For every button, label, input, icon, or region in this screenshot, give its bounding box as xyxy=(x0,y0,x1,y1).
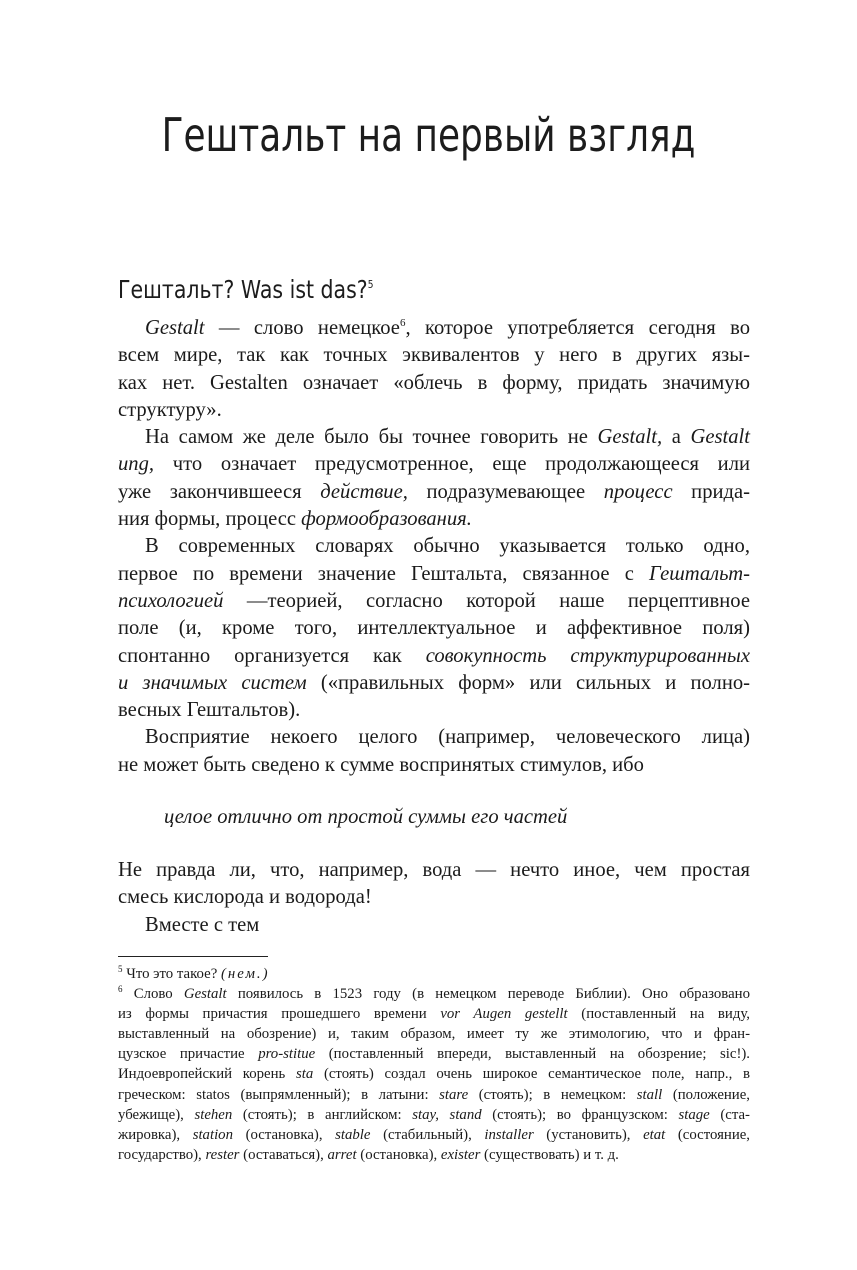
text-run: государство), xyxy=(118,1146,206,1163)
footnote-ref: 5 xyxy=(118,964,123,974)
text-run: уже закончившееся xyxy=(118,480,321,503)
text-run: (стоять); в английском: xyxy=(232,1106,413,1123)
paragraph-first-line xyxy=(118,533,750,560)
paragraph-first-line xyxy=(118,724,750,751)
text-run: греческом: statos (выпрямленный); в латыни: xyxy=(118,1086,440,1103)
italic-run: stehen xyxy=(194,1106,233,1123)
paragraph-line xyxy=(118,670,750,697)
text-run: На самом же деле было бы точнее говорить не xyxy=(145,426,598,449)
paragraph-line xyxy=(118,561,750,588)
paragraph-line xyxy=(118,479,750,506)
text-run: , которое употребляется сегодня во xyxy=(405,317,750,339)
text-run: Не правда ли, что, например, вода — нечто иное, чем простая xyxy=(118,859,750,881)
text-run: поле (и, кроме того, интеллектуальное и аффективное поля) xyxy=(118,617,750,640)
italic-run: stable xyxy=(335,1126,371,1143)
italic-run: и значимых систем xyxy=(118,671,307,694)
text-run: (стоять); в немецком: xyxy=(468,1086,637,1103)
text-run: Индоевропейский корень xyxy=(118,1066,296,1083)
paragraph-first-line xyxy=(118,424,750,451)
text-run: (поставленный впереди, выставленный на обозрение; sic!). xyxy=(315,1046,750,1063)
paragraph-first-line xyxy=(118,984,750,1004)
paragraph-line xyxy=(118,506,750,533)
italic-run: (нем.) xyxy=(220,966,270,982)
text-run: ния формы, процесс xyxy=(118,508,302,531)
text-run: (положение, xyxy=(662,1086,750,1103)
text-run: структуру». xyxy=(118,398,222,421)
text-run: (остановка), xyxy=(232,1126,336,1143)
italic-run: формообразования. xyxy=(301,508,472,531)
italic-run: stall xyxy=(636,1086,663,1103)
text-run: Слово xyxy=(122,986,184,1003)
footnotes xyxy=(118,964,750,1165)
text-run: (стоять); во французском: xyxy=(481,1106,679,1123)
italic-run: sta xyxy=(295,1066,314,1083)
text-run: (поставленный на виду, xyxy=(567,1006,750,1023)
section-heading-text: Гештальт? Was ist das? xyxy=(118,275,368,304)
text-run: («правильных форм» или сильных и полно- xyxy=(306,671,750,694)
text-run: из формы причастия прошедшего времени xyxy=(118,1006,441,1023)
text-run: цузское причастие xyxy=(118,1046,259,1063)
text-run: Восприятие некоего целого (например, человеческого лица) xyxy=(145,726,750,749)
paragraph-line xyxy=(118,397,750,424)
text-run: Что это такое? xyxy=(122,966,221,982)
italic-run: stare xyxy=(439,1086,469,1103)
body-text xyxy=(118,315,750,779)
text-run: жировка), xyxy=(118,1126,193,1143)
text-run: Вместе с тем xyxy=(145,913,260,936)
footnote-ref-5: 5 xyxy=(367,278,374,291)
body-text-continued xyxy=(118,857,750,939)
text-run: подразумевающее xyxy=(407,480,604,503)
italic-run: действие, xyxy=(320,480,408,503)
text-run: (ста- xyxy=(709,1106,750,1123)
italic-run: arret xyxy=(327,1146,357,1163)
paragraph-line xyxy=(118,1064,750,1084)
paragraph-line xyxy=(118,752,750,779)
italic-run: etat xyxy=(643,1126,666,1143)
paragraph-line xyxy=(118,884,750,911)
footnote-divider xyxy=(118,956,268,957)
italic-run: pro-stitue xyxy=(258,1046,316,1063)
text-run: (стабильный), xyxy=(370,1126,485,1143)
text-run: — слово немецкое xyxy=(204,317,400,339)
text-run: появилось в 1523 году (в немецком переводе Библии). Оно образовано xyxy=(226,986,750,1003)
paragraph-line xyxy=(118,1024,750,1044)
italic-run: процесс xyxy=(603,480,673,503)
section-heading xyxy=(118,275,373,304)
paragraph-line xyxy=(118,1105,750,1125)
paragraph-line xyxy=(118,1044,750,1064)
paragraph-line xyxy=(118,451,750,478)
italic-run: Gestalt xyxy=(690,426,751,449)
text-run: (существовать) и т. д. xyxy=(480,1146,619,1163)
paragraph-line xyxy=(118,1145,750,1165)
text-run: (состояние, xyxy=(665,1126,751,1143)
paragraph-first-line xyxy=(118,857,750,884)
text-run: весных Гештальтов). xyxy=(118,699,301,722)
italic-run: Gestalt, xyxy=(597,426,663,449)
text-run: (остановка), xyxy=(356,1146,441,1163)
footnote-ref: 6 xyxy=(399,317,406,329)
paragraph-first-line xyxy=(118,315,750,342)
paragraph-line xyxy=(118,643,750,670)
text-run: прида- xyxy=(672,480,751,503)
chapter-title: Гештальт на первый взгляд xyxy=(161,108,696,162)
italic-run: Гештальт- xyxy=(648,562,750,585)
paragraph-line xyxy=(118,1125,750,1145)
text-run: не может быть сведено к сумме воспринятых стимулов, ибо xyxy=(118,753,644,776)
text-run: а xyxy=(662,426,691,449)
paragraph-line xyxy=(118,588,750,615)
text-run: спонтанно организуется как xyxy=(118,644,426,667)
italic-run: rester xyxy=(205,1146,240,1163)
italic-run: stay, stand xyxy=(412,1106,482,1123)
text-run: (установить), xyxy=(533,1126,644,1143)
italic-run: Gestalt xyxy=(145,317,205,339)
paragraph-line xyxy=(118,1085,750,1105)
text-run: что означает предусмотренное, еще продолжающееся или xyxy=(154,453,750,476)
text-run: первое по времени значение Гештальта, связанное с xyxy=(118,562,649,585)
italic-run: Gestalt xyxy=(183,986,227,1003)
text-run: —теорией, согласно которой наше перцептивное xyxy=(223,589,750,612)
text-run: В современных словарях обычно указывается только одно, xyxy=(145,535,750,558)
text-run: выставленный на обозрение) и, таким образом, имеет ту же этимологию, что и фран- xyxy=(118,1026,750,1043)
italic-run: stage xyxy=(678,1106,710,1123)
italic-run: психологией xyxy=(118,589,224,612)
italic-run: exister xyxy=(440,1146,481,1163)
italic-run: vor Augen gestellt xyxy=(440,1006,568,1023)
paragraph-first-line xyxy=(118,912,750,939)
block-quote: целое отлично от простой суммы его частей xyxy=(164,806,568,828)
paragraph-line xyxy=(118,1004,750,1024)
text-run: всем мире, так как точных эквивалентов у него в других язы- xyxy=(118,344,750,367)
paragraph-line xyxy=(118,697,750,724)
italic-run: installer xyxy=(484,1126,534,1143)
italic-run: ung, xyxy=(118,453,155,476)
footnote-ref: 6 xyxy=(118,984,123,995)
paragraph-first-line xyxy=(118,964,750,984)
paragraph-line xyxy=(118,615,750,642)
text-run: ках нет. Gestalten означает «облечь в форму, придать значимую xyxy=(118,371,750,394)
text-run: (оставаться), xyxy=(239,1146,328,1163)
text-run: убежище), xyxy=(118,1106,195,1123)
paragraph-line xyxy=(118,370,750,397)
text-run: (стоять) создал очень широкое семантическое поле, напр., в xyxy=(313,1066,750,1083)
italic-run: station xyxy=(192,1126,233,1143)
italic-run: совокупность структурированных xyxy=(425,644,751,667)
paragraph-line xyxy=(118,342,750,369)
text-run: смесь кислорода и водорода! xyxy=(118,886,372,909)
